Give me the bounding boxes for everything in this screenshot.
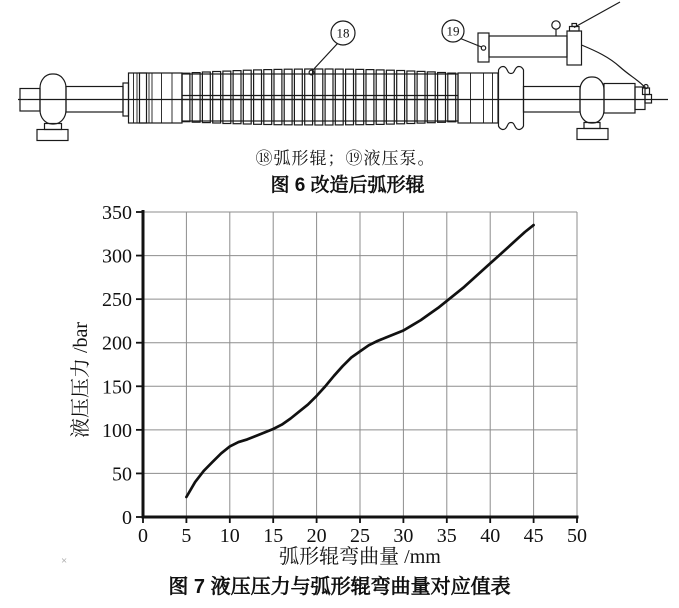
stray-mark: × [61, 555, 68, 567]
figure6-legend: ⑱弧形辊；⑲液压泵。 [255, 149, 436, 168]
y-tick-label: 100 [102, 419, 132, 442]
x-tick-label: 15 [263, 525, 284, 547]
y-tick-label: 50 [112, 463, 132, 486]
figure6-title: 图 6 改造后弧形辊 [270, 175, 425, 196]
callout-18 [309, 21, 355, 75]
chart-axes [136, 210, 579, 523]
hydraulic-hose [582, 45, 645, 87]
x-tick-label: 20 [306, 525, 327, 547]
roller-left-journal [123, 73, 182, 123]
pump-bracket [478, 33, 489, 62]
callout-19-number: 19 [446, 23, 460, 39]
x-tick-label: 5 [181, 525, 192, 547]
callout-18-number: 18 [336, 25, 350, 41]
y-tick-label: 350 [102, 202, 132, 224]
y-tick-label: 300 [102, 245, 132, 268]
right-pedestal-base [577, 129, 608, 140]
figure6-drawing [0, 0, 679, 145]
right-journal-body [458, 73, 498, 123]
right-journal-lines [471, 73, 493, 123]
y-tick-label: 0 [122, 507, 132, 529]
x-axis-title: 弧形辊弯曲量 /mm [279, 546, 441, 568]
x-tick-label: 10 [219, 525, 240, 547]
right-end-cap [635, 87, 645, 110]
y-tick-label: 250 [102, 289, 132, 312]
callout-18-leader [313, 44, 338, 71]
y-tick-label: 150 [102, 376, 132, 399]
journal-body [129, 73, 183, 123]
hydraulic-pump [478, 2, 645, 87]
roller-right-assembly [499, 66, 652, 139]
hose-nipple [645, 95, 652, 104]
x-tick-labels [138, 525, 587, 547]
chart-grid [143, 212, 577, 517]
right-end-block [604, 84, 635, 114]
y-axis-title: 液压压力 /bar [70, 321, 92, 439]
pump-handle [574, 2, 620, 28]
x-tick-label: 30 [393, 525, 414, 547]
x-tick-label: 0 [138, 525, 148, 547]
y-tick-labels [102, 202, 132, 529]
roller-left-assembly [20, 74, 123, 141]
roller-right-journal [458, 73, 498, 123]
callout-19 [442, 20, 482, 47]
x-tick-label: 40 [480, 525, 501, 547]
pump-head [567, 31, 582, 65]
pressure-gauge [552, 21, 560, 29]
figure7-title: 图 7 液压压力与弧形辊弯曲量对应值表 [168, 576, 511, 598]
x-tick-label: 35 [436, 525, 457, 547]
pump-cylinder [489, 36, 567, 57]
pump-bolt [481, 46, 485, 50]
left-pedestal-base [37, 130, 68, 141]
spool-coupling [499, 66, 524, 129]
roller-rings [182, 69, 456, 125]
journal-black-band [140, 73, 147, 123]
figure7-chart [0, 200, 679, 572]
x-tick-label: 45 [523, 525, 544, 547]
x-tick-label: 25 [350, 525, 370, 547]
x-tick-label: 50 [567, 525, 587, 547]
y-tick-label: 200 [102, 332, 132, 355]
